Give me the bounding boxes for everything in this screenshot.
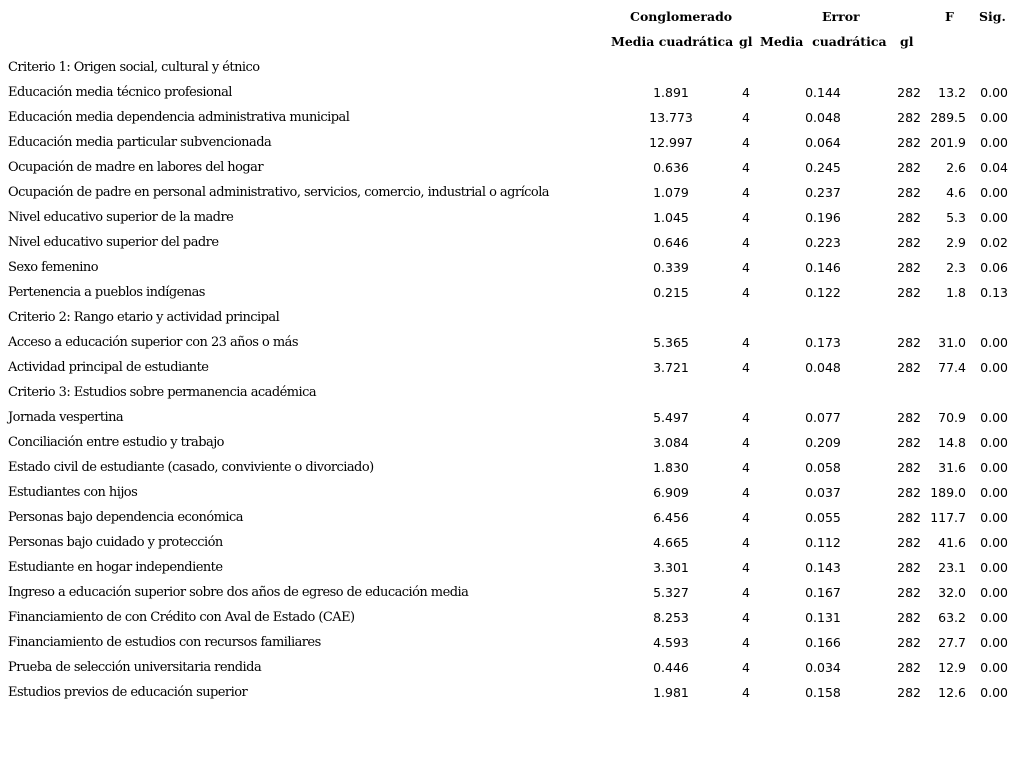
error-df: 282 [897,435,921,450]
error-mean-square: 0.055 [805,510,841,525]
variable-label: Financiamiento de con Crédito con Aval de Estado (CAE) [8,610,355,625]
error-mean-square: 0.112 [805,535,841,550]
cluster-mean-square: 12.997 [649,135,693,150]
f-value: 41.6 [938,535,966,550]
table-row [0,155,1016,180]
error-mean-square: 0.048 [805,360,841,375]
table-row [0,430,1016,455]
table-row [0,480,1016,505]
f-value: 289.5 [930,110,966,125]
cluster-df: 4 [742,485,750,500]
section-header-row [0,55,1016,80]
table-row [0,405,1016,430]
table-row [0,505,1016,530]
variable-label: Educación media técnico profesional [8,85,232,100]
error-mean-square: 0.048 [805,110,841,125]
cluster-mean-square: 1.981 [653,685,689,700]
error-df: 282 [897,560,921,575]
significance: 0.00 [980,335,1008,350]
variable-label: Estudiante en hogar independiente [8,560,223,575]
variable-label: Sexo femenino [8,260,98,275]
cluster-df: 4 [742,560,750,575]
table-row [0,130,1016,155]
cluster-mean-square: 4.593 [653,635,689,650]
f-value: 63.2 [938,610,966,625]
section-header-row [0,305,1016,330]
f-value: 2.3 [946,260,966,275]
f-value: 12.9 [938,660,966,675]
f-value: 13.2 [938,85,966,100]
section-header-row [0,380,1016,405]
error-df: 282 [897,160,921,175]
significance: 0.00 [980,660,1008,675]
f-value: 201.9 [930,135,966,150]
table-row [0,655,1016,680]
cluster-mean-square: 1.045 [653,210,689,225]
error-df: 282 [897,360,921,375]
significance: 0.00 [980,460,1008,475]
error-df: 282 [897,260,921,275]
error-df: 282 [897,410,921,425]
cluster-mean-square: 5.497 [653,410,689,425]
error-mean-square: 0.209 [805,435,841,450]
cluster-df: 4 [742,260,750,275]
error-mean-square: 0.237 [805,185,841,200]
table-row [0,630,1016,655]
error-df: 282 [897,460,921,475]
significance: 0.04 [980,160,1008,175]
header-media-cuadratica-conglomerado: Media cuadrática [611,34,734,49]
cluster-df: 4 [742,110,750,125]
cluster-mean-square: 5.365 [653,335,689,350]
error-df: 282 [897,110,921,125]
error-df: 282 [897,685,921,700]
error-mean-square: 0.144 [805,85,841,100]
variable-label: Nivel educativo superior de la madre [8,210,234,225]
table-row [0,255,1016,280]
cluster-mean-square: 13.773 [649,110,693,125]
cluster-mean-square: 8.253 [653,610,689,625]
f-value: 14.8 [938,435,966,450]
cluster-df: 4 [742,535,750,550]
table-row [0,555,1016,580]
error-df: 282 [897,585,921,600]
error-mean-square: 0.167 [805,585,841,600]
error-mean-square: 0.131 [805,610,841,625]
header-media-cuadratica-error: Media cuadrática [760,34,887,49]
f-value: 1.8 [946,285,966,300]
table-row [0,105,1016,130]
cluster-mean-square: 6.456 [653,510,689,525]
f-value: 31.6 [938,460,966,475]
error-df: 282 [897,660,921,675]
cluster-mean-square: 3.721 [653,360,689,375]
error-mean-square: 0.196 [805,210,841,225]
cluster-df: 4 [742,185,750,200]
error-mean-square: 0.143 [805,560,841,575]
section-label: Criterio 1: Origen social, cultural y étnico [8,60,260,75]
f-value: 2.6 [946,160,966,175]
header-error: Error [822,9,860,24]
cluster-df: 4 [742,460,750,475]
f-value: 5.3 [946,210,966,225]
table-row [0,580,1016,605]
table-row [0,680,1016,705]
error-mean-square: 0.245 [805,160,841,175]
variable-label: Prueba de selección universitaria rendida [8,660,262,675]
variable-label: Pertenencia a pueblos indígenas [8,285,205,300]
cluster-df: 4 [742,285,750,300]
cluster-df: 4 [742,410,750,425]
cluster-mean-square: 0.339 [653,260,689,275]
table-row [0,605,1016,630]
variable-label: Nivel educativo superior del padre [8,235,219,250]
error-df: 282 [897,285,921,300]
significance: 0.00 [980,585,1008,600]
error-mean-square: 0.166 [805,635,841,650]
error-mean-square: 0.173 [805,335,841,350]
cluster-mean-square: 1.891 [653,85,689,100]
significance: 0.00 [980,410,1008,425]
error-mean-square: 0.058 [805,460,841,475]
variable-label: Ocupación de padre en personal administrativo, servicios, comercio, industrial o agrícola [8,185,549,200]
table-row [0,330,1016,355]
error-df: 282 [897,535,921,550]
cluster-df: 4 [742,160,750,175]
variable-label: Personas bajo dependencia económica [8,510,243,525]
f-value: 2.9 [946,235,966,250]
error-mean-square: 0.223 [805,235,841,250]
error-df: 282 [897,185,921,200]
significance: 0.13 [980,285,1008,300]
table-row [0,455,1016,480]
f-value: 23.1 [938,560,966,575]
error-mean-square: 0.158 [805,685,841,700]
header-gl-conglomerado: gl [739,34,753,49]
f-value: 4.6 [946,185,966,200]
cluster-mean-square: 5.327 [653,585,689,600]
cluster-df: 4 [742,635,750,650]
variable-label: Acceso a educación superior con 23 años o más [8,335,298,350]
significance: 0.00 [980,685,1008,700]
variable-label: Actividad principal de estudiante [8,360,209,375]
table-row [0,80,1016,105]
cluster-df: 4 [742,660,750,675]
cluster-mean-square: 0.446 [653,660,689,675]
significance: 0.00 [980,185,1008,200]
significance: 0.00 [980,110,1008,125]
table-row [0,230,1016,255]
significance: 0.00 [980,535,1008,550]
table-row [0,280,1016,305]
significance: 0.00 [980,135,1008,150]
significance: 0.00 [980,210,1008,225]
cluster-df: 4 [742,85,750,100]
cluster-mean-square: 4.665 [653,535,689,550]
error-df: 282 [897,635,921,650]
cluster-df: 4 [742,585,750,600]
significance: 0.00 [980,360,1008,375]
cluster-mean-square: 1.830 [653,460,689,475]
cluster-mean-square: 1.079 [653,185,689,200]
error-df: 282 [897,210,921,225]
variable-label: Personas bajo cuidado y protección [8,535,223,550]
cluster-df: 4 [742,685,750,700]
cluster-mean-square: 3.084 [653,435,689,450]
error-mean-square: 0.146 [805,260,841,275]
error-df: 282 [897,485,921,500]
variable-label: Conciliación entre estudio y trabajo [8,435,224,450]
variable-label: Estado civil de estudiante (casado, conviviente o divorciado) [8,460,374,475]
cluster-df: 4 [742,235,750,250]
variable-label: Ingreso a educación superior sobre dos años de egreso de educación media [8,585,469,600]
error-df: 282 [897,335,921,350]
variable-label: Ocupación de madre en labores del hogar [8,160,264,175]
significance: 0.06 [980,260,1008,275]
error-mean-square: 0.034 [805,660,841,675]
error-df: 282 [897,85,921,100]
header-f: F [945,9,954,24]
significance: 0.00 [980,85,1008,100]
f-value: 70.9 [938,410,966,425]
significance: 0.00 [980,435,1008,450]
header-gl-error: gl [900,34,914,49]
variable-label: Financiamiento de estudios con recursos familiares [8,635,321,650]
f-value: 117.7 [930,510,966,525]
variable-label: Educación media dependencia administrativa municipal [8,110,350,125]
cluster-df: 4 [742,435,750,450]
cluster-mean-square: 0.646 [653,235,689,250]
significance: 0.00 [980,635,1008,650]
significance: 0.00 [980,610,1008,625]
f-value: 27.7 [938,635,966,650]
error-df: 282 [897,610,921,625]
cluster-df: 4 [742,510,750,525]
section-label: Criterio 2: Rango etario y actividad principal [8,310,280,325]
significance: 0.00 [980,510,1008,525]
f-value: 32.0 [938,585,966,600]
section-label: Criterio 3: Estudios sobre permanencia académica [8,385,317,400]
cluster-df: 4 [742,210,750,225]
error-df: 282 [897,135,921,150]
cluster-mean-square: 0.215 [653,285,689,300]
significance: 0.02 [980,235,1008,250]
table-row [0,530,1016,555]
f-value: 77.4 [938,360,966,375]
table-row [0,355,1016,380]
cluster-df: 4 [742,360,750,375]
cluster-mean-square: 3.301 [653,560,689,575]
table-row [0,180,1016,205]
error-mean-square: 0.037 [805,485,841,500]
variable-label: Estudiantes con hijos [8,485,138,500]
cluster-mean-square: 6.909 [653,485,689,500]
error-mean-square: 0.077 [805,410,841,425]
cluster-df: 4 [742,135,750,150]
header-sig: Sig. [979,9,1006,24]
cluster-mean-square: 0.636 [653,160,689,175]
f-value: 189.0 [930,485,966,500]
significance: 0.00 [980,485,1008,500]
f-value: 31.0 [938,335,966,350]
variable-label: Educación media particular subvencionada [8,135,272,150]
variable-label: Estudios previos de educación superior [8,685,248,700]
significance: 0.00 [980,560,1008,575]
header-conglomerado: Conglomerado [630,9,733,24]
cluster-df: 4 [742,335,750,350]
error-mean-square: 0.122 [805,285,841,300]
table-row [0,205,1016,230]
error-df: 282 [897,510,921,525]
error-df: 282 [897,235,921,250]
f-value: 12.6 [938,685,966,700]
error-mean-square: 0.064 [805,135,841,150]
variable-label: Jornada vespertina [8,410,124,425]
cluster-df: 4 [742,610,750,625]
